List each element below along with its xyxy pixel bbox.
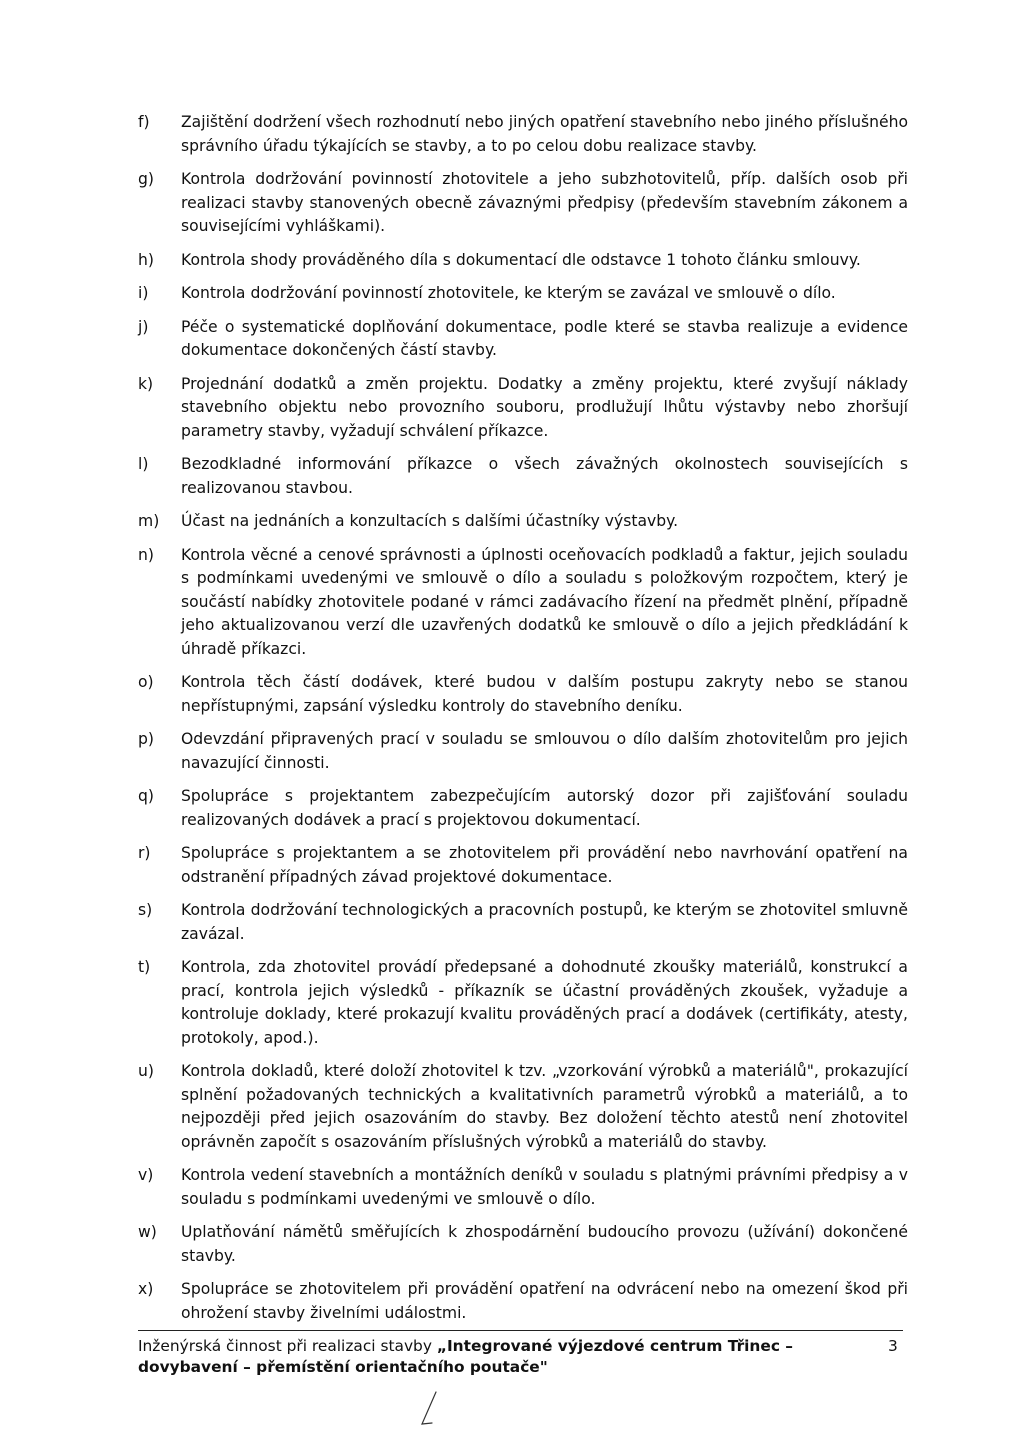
list-item (138, 1060, 908, 1154)
page-footer (138, 1336, 858, 1378)
item-letter: h) (138, 250, 154, 269)
list-item (138, 249, 908, 273)
list-item (138, 842, 908, 889)
item-text: Kontrola dodržování technologických a pracovních postupů, ke kterým se zhotovitel smluvně zavázal. (181, 901, 908, 943)
list-item (138, 316, 908, 363)
item-text: Projednání dodatků a změn projektu. Dodatky a změny projektu, které zvyšují náklady stavebního objektu nebo provozního souboru, prodlužují lhůtu výstavby nebo zhoršují parametry stavby, vyžadují schválení příkazce. (181, 374, 908, 440)
list-item (138, 282, 908, 306)
list-item (138, 785, 908, 832)
list-item (138, 671, 908, 718)
footer-project-title: „Integrované výjezdové centrum Třinec – dovybavení – přemístění orientačního poutače" (138, 1337, 794, 1376)
item-letter: v) (138, 1166, 154, 1184)
item-letter: j) (138, 317, 149, 336)
item-letter: n) (138, 545, 154, 564)
item-text: Kontrola shody prováděného díla s dokumentací dle odstavce 1 tohoto článku smlouvy. (181, 250, 861, 269)
item-letter: l) (138, 455, 149, 473)
task-list (138, 111, 908, 1335)
item-text: Kontrola dodržování povinností zhotovitele, ke kterým se zavázal ve smlouvě o dílo. (181, 284, 836, 302)
item-text: Zajištění dodržení všech rozhodnutí nebo jiných opatření stavebního nebo jiného příslušného správního úřadu týkajících se stavby, a to po celou dobu realizace stavby. (181, 113, 908, 155)
item-text: Uplatňování námětů směřujících k zhospodárnění budoucího provozu (užívání) dokončené stavby. (181, 1223, 908, 1265)
item-letter: p) (138, 730, 154, 748)
item-text: Kontrola dodržování povinností zhotovitele a jeho subzhotovitelů, příp. dalších osob při realizaci stavby stanovených obecně závaznými předpisy (především stavebním zákonem a souvisejícími vyhláškami). (181, 170, 908, 235)
list-item (138, 111, 908, 158)
list-item (138, 510, 908, 534)
list-item (138, 1278, 908, 1325)
item-letter: t) (138, 958, 151, 976)
item-letter: x) (138, 1280, 154, 1298)
list-item (138, 899, 908, 946)
item-text: Odevzdání připravených prací v souladu se smlouvou o dílo dalším zhotovitelům pro jejich navazující činnosti. (181, 730, 908, 772)
item-text: Bezodkladné informování příkazce o všech závažných okolnostech souvisejících s realizovanou stavbou. (181, 455, 908, 497)
item-text: Kontrola, zda zhotovitel provádí předepsané a dohodnuté zkoušky materiálů, konstrukcí a prací, kontrola jejich výsledků - příkazník se účastní prováděných zkoušek, vyžaduje a kontroluje doklady, které prokazují kvalitu prováděných prací a dodávek (certifikáty, atesty, protokoly, apod.). (181, 958, 908, 1047)
item-letter: r) (138, 844, 151, 862)
item-text: Spolupráce s projektantem zabezpečujícím autorský dozor při zajišťování souladu realizovaných dodávek a prací s projektovou dokumentací. (181, 787, 908, 829)
page-number: 3 (888, 1337, 898, 1355)
item-letter: f) (138, 113, 150, 131)
list-item (138, 1164, 908, 1211)
list-item (138, 728, 908, 775)
item-text: Péče o systematické doplňování dokumentace, podle které se stavba realizuje a evidence dokumentace dokončených částí stavby. (181, 317, 908, 359)
footer-label: Inženýrská činnost při realizaci stavby (138, 1337, 437, 1355)
item-letter: s) (138, 901, 153, 919)
item-letter: o) (138, 673, 154, 691)
item-letter: m) (138, 512, 160, 530)
item-text: Kontrola těch částí dodávek, které budou v dalším postupu zakryty nebo se stanou nepřístupnými, zapsání výsledku kontroly do stavebního deníku. (181, 673, 908, 715)
list-item (138, 453, 908, 500)
item-text: Účast na jednáních a konzultacích s dalšími účastníky výstavby. (181, 512, 679, 530)
item-letter: k) (138, 374, 154, 393)
item-letter: w) (138, 1223, 157, 1241)
item-letter: g) (138, 170, 154, 188)
item-text: Kontrola vedení stavebních a montážních deníků v souladu s platnými právními předpisy a v souladu s podmínkami uvedenými ve smlouvě o dílo. (181, 1166, 908, 1208)
item-text: Kontrola dokladů, které doloží zhotovitel k tzv. „vzorkování výrobků a materiálů", prokazující splnění požadovaných technických a kvalitativních parametrů výrobků a materiálů, a to nejpozději před jejich osazováním do stavby. Bez doložení těchto atestů není zhotovitel oprávněn započít s osazováním příslušných výrobků a materiálů do stavby. (181, 1062, 908, 1151)
list-item (138, 956, 908, 1050)
item-letter: i) (138, 284, 149, 302)
list-item (138, 544, 908, 662)
footer-divider (138, 1330, 903, 1331)
pen-mark-icon (418, 1390, 442, 1428)
item-text: Spolupráce s projektantem a se zhotovitelem při provádění nebo navrhování opatření na odstranění případných závad projektové dokumentace. (181, 844, 908, 886)
item-letter: u) (138, 1062, 154, 1080)
list-item (138, 168, 908, 239)
item-text: Kontrola věcné a cenové správnosti a úplnosti oceňovacích podkladů a faktur, jejich souladu s podmínkami uvedenými ve smlouvě o dílo a souladu s položkovým rozpočtem, který je součástí nabídky zhotovitele podané v rámci zadávacího řízení na předmět plnění, případně jeho aktualizovanou verzí dle uzavřených dodatků ke smlouvě o dílo a jejich předkládání k úhradě příkazci. (181, 545, 908, 658)
item-letter: q) (138, 787, 154, 805)
item-text: Spolupráce se zhotovitelem při provádění opatření na odvrácení nebo na omezení škod při ohrožení stavby živelními událostmi. (181, 1280, 908, 1322)
list-item (138, 373, 908, 444)
list-item (138, 1221, 908, 1268)
